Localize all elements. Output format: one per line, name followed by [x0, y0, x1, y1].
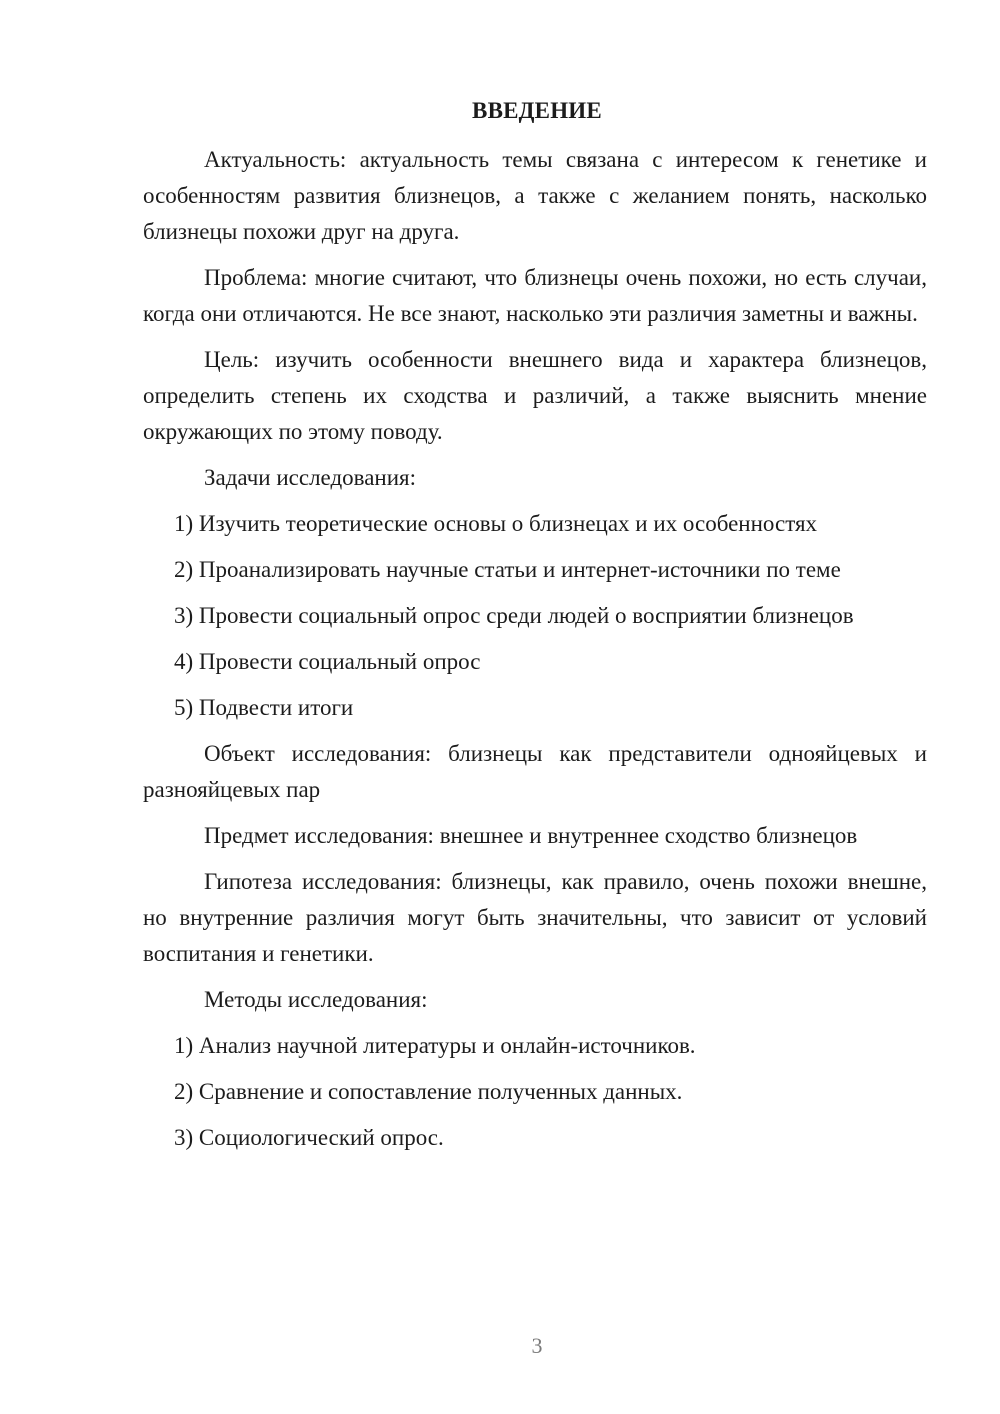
relevance-paragraph: Актуальность: актуальность темы связана с интересом к генетике и особенностям развития близнецов, а также с желанием понять, насколько близнецы похожи друг на друга. [143, 147, 927, 244]
subject-paragraph: Предмет исследования: внешнее и внутреннее сходство близнецов [204, 823, 858, 848]
task-item: 3) Провести социальный опрос среди людей о восприятии близнецов [174, 603, 854, 628]
page-heading: ВВЕДЕНИЕ [472, 98, 602, 123]
goal-paragraph: Цель: изучить особенности внешнего вида и характера близнецов, определить степень их сходства и различий, а также выяснить мнение окружающих по этому поводу. [143, 347, 927, 444]
method-item: 2) Сравнение и сопоставление полученных данных. [174, 1079, 683, 1104]
methods-title: Методы исследования: [204, 987, 428, 1012]
task-item: 1) Изучить теоретические основы о близнецах и их особенностях [174, 511, 818, 536]
hypothesis-paragraph: Гипотеза исследования: близнецы, как правило, очень похожи внешне, но внутренние различия могут быть значительны, что зависит от условий воспитания и генетики. [143, 869, 927, 966]
task-item: 2) Проанализировать научные статьи и интернет-источники по теме [174, 557, 841, 582]
task-item: 5) Подвести итоги [174, 695, 354, 720]
method-item: 3) Социологический опрос. [174, 1125, 444, 1150]
problem-paragraph: Проблема: многие считают, что близнецы очень похожи, но есть случаи, когда они отличаются. Не все знают, насколько эти различия заметны и важны. [143, 265, 927, 326]
page-number: 3 [531, 1333, 543, 1358]
method-item: 1) Анализ научной литературы и онлайн-источников. [174, 1033, 696, 1058]
document-body [143, 142, 927, 1166]
object-paragraph: Объект исследования: близнецы как представители однояйцевых и разнояйцевых пар [143, 741, 927, 802]
task-item: 4) Провести социальный опрос [174, 649, 481, 674]
tasks-title: Задачи исследования: [204, 465, 417, 490]
